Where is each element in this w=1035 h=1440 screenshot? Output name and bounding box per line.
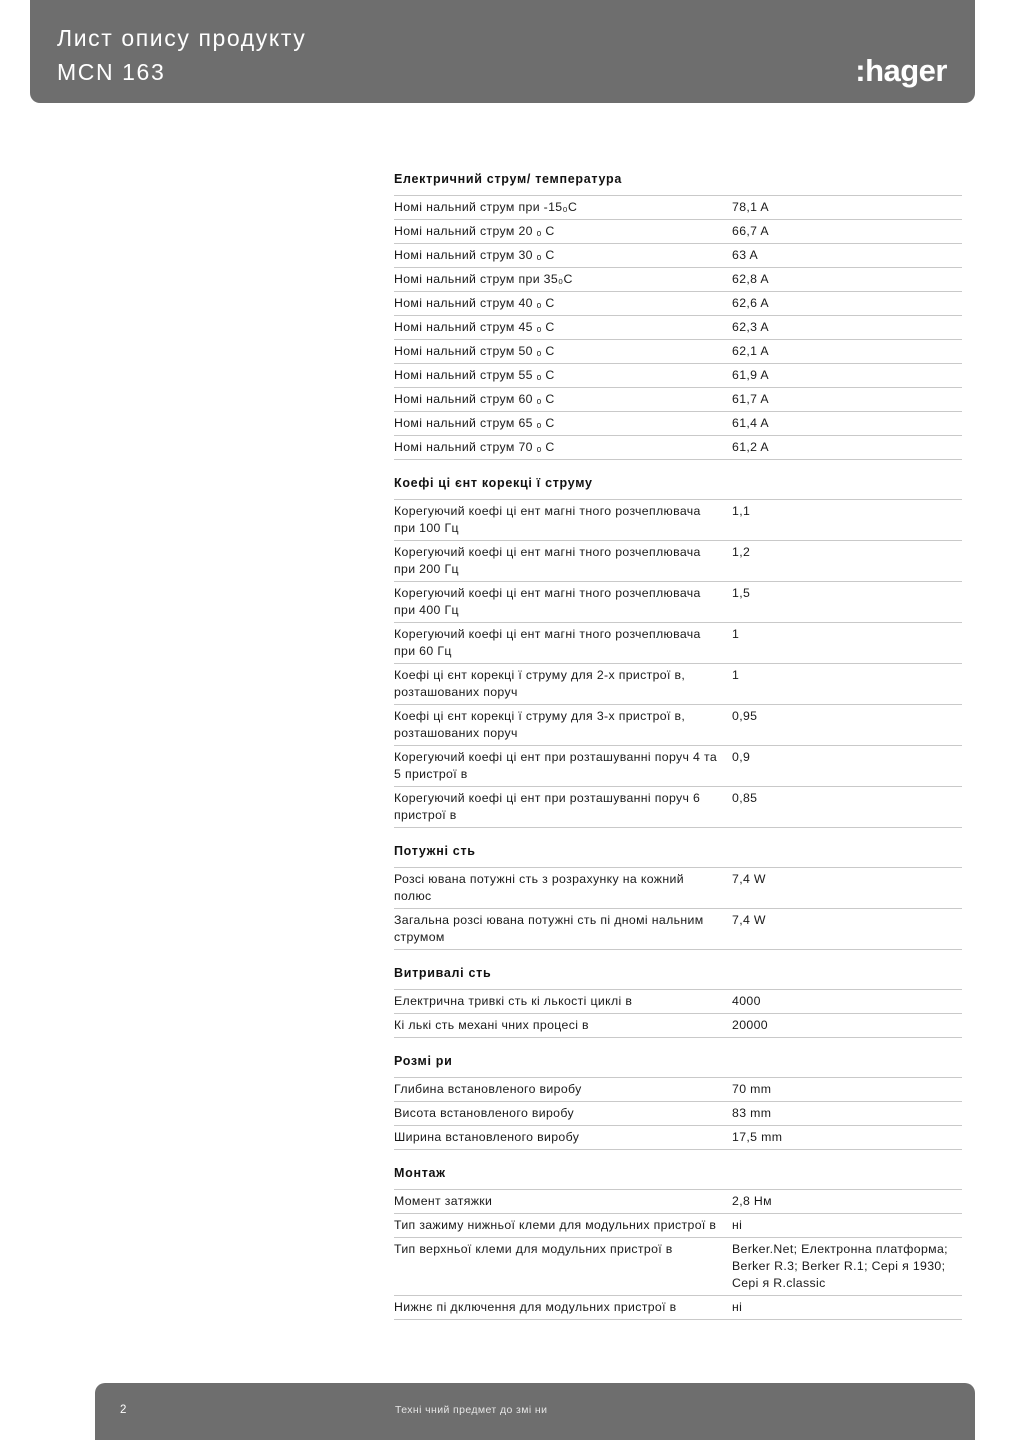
spec-label: Корегуючий коефі ці ент магні тного розчеплювача при 100 Гц <box>394 504 701 535</box>
spec-value: 0,9 <box>732 750 751 764</box>
page-header <box>30 0 975 103</box>
spec-value: 70 mm <box>732 1082 772 1096</box>
table-row <box>394 388 962 412</box>
spec-label: Коефі ці єнт корекці ї струму для 3-х пристрої в, розташованих поруч <box>394 709 686 740</box>
spec-label: Номі нальний струм 70 ₒ C <box>394 440 555 454</box>
spec-table <box>394 867 962 950</box>
spec-table <box>394 1077 962 1150</box>
spec-section <box>394 1054 954 1150</box>
spec-label: Корегуючий коефі ці ент при розташуванні поруч 4 та 5 пристрої в <box>394 750 718 781</box>
spec-label: Номі нальний струм 40 ₒ C <box>394 296 555 310</box>
table-row <box>394 787 962 828</box>
spec-value: 63 A <box>732 248 759 262</box>
spec-label: Номі нальний струм 65 ₒ C <box>394 416 555 430</box>
table-row <box>394 500 962 541</box>
spec-label: Нижнє пі дключення для модульних пристрої в <box>394 1300 677 1314</box>
page-title: Лист опису продукту <box>57 25 307 51</box>
spec-section <box>394 966 954 1038</box>
spec-table <box>394 499 962 828</box>
spec-label: Номі нальний струм 60 ₒ C <box>394 392 555 406</box>
spec-value: ні <box>732 1300 743 1314</box>
spec-value: ні <box>732 1218 743 1232</box>
spec-label: Корегуючий коефі ці ент при розташуванні поруч 6 пристрої в <box>394 791 701 822</box>
table-row <box>394 705 962 746</box>
table-row <box>394 1078 962 1102</box>
spec-value: 62,8 A <box>732 272 769 286</box>
section-title: Монтаж <box>394 1166 446 1180</box>
spec-label: Глибина встановленого виробу <box>394 1082 582 1096</box>
page-footer <box>95 1383 975 1440</box>
spec-value: 62,3 A <box>732 320 769 334</box>
spec-value: 1 <box>732 627 740 641</box>
spec-sheet-content <box>394 172 954 1336</box>
spec-value: 7,4 W <box>732 872 766 886</box>
spec-label: Корегуючий коефі ці ент магні тного розчеплювача при 400 Гц <box>394 586 701 617</box>
table-row <box>394 1296 962 1320</box>
spec-value: 7,4 W <box>732 913 766 927</box>
table-row <box>394 436 962 460</box>
spec-label: Загальна розсі ювана потужні сть пі дномі нальним струмом <box>394 913 704 944</box>
table-row <box>394 412 962 436</box>
header-titles <box>57 21 306 89</box>
spec-value: 1,5 <box>732 586 751 600</box>
spec-label: Номі нальний струм 50 ₒ C <box>394 344 555 358</box>
spec-label: Коефі ці єнт корекці ї струму для 2-х пристрої в, розташованих поруч <box>394 668 686 699</box>
spec-section <box>394 476 954 828</box>
spec-label: Електрична тривкі сть кі лькості циклі в <box>394 994 633 1008</box>
spec-table <box>394 1189 962 1320</box>
spec-value: 4000 <box>732 994 761 1008</box>
section-title: Електричний струм/ температура <box>394 172 622 186</box>
spec-value: 1,1 <box>732 504 751 518</box>
spec-value: 83 mm <box>732 1106 772 1120</box>
section-title: Витривалі сть <box>394 966 492 980</box>
spec-value: 17,5 mm <box>732 1130 783 1144</box>
spec-label: Номі нальний струм 55 ₒ C <box>394 368 555 382</box>
section-title: Розмі ри <box>394 1054 453 1068</box>
spec-label: Розсі ювана потужні сть з розрахунку на кожний полюс <box>394 872 684 903</box>
table-row <box>394 623 962 664</box>
table-row <box>394 316 962 340</box>
spec-value: 1 <box>732 668 740 682</box>
spec-label: Кі лькі сть механі чних процесі в <box>394 1018 589 1032</box>
spec-value: 0,95 <box>732 709 758 723</box>
spec-value: 62,1 A <box>732 344 769 358</box>
table-row <box>394 220 962 244</box>
spec-table <box>394 989 962 1038</box>
table-row <box>394 990 962 1014</box>
spec-value: 61,7 A <box>732 392 769 406</box>
page-number: 2 <box>120 1404 127 1416</box>
spec-value: 20000 <box>732 1018 768 1032</box>
table-row <box>394 196 962 220</box>
product-code: MCN 163 <box>57 59 166 85</box>
spec-label: Номі нальний струм 45 ₒ C <box>394 320 555 334</box>
table-row <box>394 1190 962 1214</box>
footer-note: Техні чний предмет до змі ни <box>395 1404 548 1416</box>
table-row <box>394 1126 962 1150</box>
spec-value: 0,85 <box>732 791 758 805</box>
spec-section <box>394 1166 954 1320</box>
spec-label: Номі нальний струм при -15₀C <box>394 200 578 214</box>
table-row <box>394 268 962 292</box>
spec-value: 62,6 A <box>732 296 769 310</box>
table-row <box>394 1014 962 1038</box>
spec-label: Номі нальний струм при 35₀C <box>394 272 573 286</box>
spec-table <box>394 195 962 460</box>
table-row <box>394 909 962 950</box>
spec-value: 1,2 <box>732 545 751 559</box>
spec-value: 2,8 Нм <box>732 1194 772 1208</box>
spec-value: Berker.Net; Електронна платформа; Berker R.3; Berker R.1; Cepi я 1930; Cepi я R.classic <box>732 1242 948 1290</box>
table-row <box>394 364 962 388</box>
spec-label: Ширина встановленого виробу <box>394 1130 580 1144</box>
table-row <box>394 1214 962 1238</box>
spec-value: 61,9 A <box>732 368 769 382</box>
spec-label: Корегуючий коефі ці ент магні тного розчеплювача при 60 Гц <box>394 627 701 658</box>
spec-value: 61,4 A <box>732 416 769 430</box>
spec-section <box>394 172 954 460</box>
table-row <box>394 244 962 268</box>
table-row <box>394 1102 962 1126</box>
section-title: Потужні сть <box>394 844 476 858</box>
spec-label: Номі нальний струм 30 ₒ C <box>394 248 555 262</box>
table-row <box>394 582 962 623</box>
spec-label: Номі нальний струм 20 ₒ C <box>394 224 555 238</box>
spec-label: Тип верхньої клеми для модульних пристрої в <box>394 1242 673 1256</box>
table-row <box>394 292 962 316</box>
table-row <box>394 664 962 705</box>
table-row <box>394 868 962 909</box>
spec-label: Тип зажиму нижньої клеми для модульних пристрої в <box>394 1218 717 1232</box>
spec-value: 78,1 A <box>732 200 769 214</box>
spec-value: 61,2 A <box>732 440 769 454</box>
spec-label: Корегуючий коефі ці ент магні тного розчеплювача при 200 Гц <box>394 545 701 576</box>
table-row <box>394 340 962 364</box>
spec-section <box>394 844 954 950</box>
table-row <box>394 1238 962 1296</box>
table-row <box>394 541 962 582</box>
spec-value: 66,7 A <box>732 224 769 238</box>
section-title: Коефі ці єнт корекці ї струму <box>394 476 593 490</box>
table-row <box>394 746 962 787</box>
spec-label: Висота встановленого виробу <box>394 1106 574 1120</box>
spec-label: Момент затяжки <box>394 1194 493 1208</box>
hager-logo: :hager <box>855 53 947 88</box>
